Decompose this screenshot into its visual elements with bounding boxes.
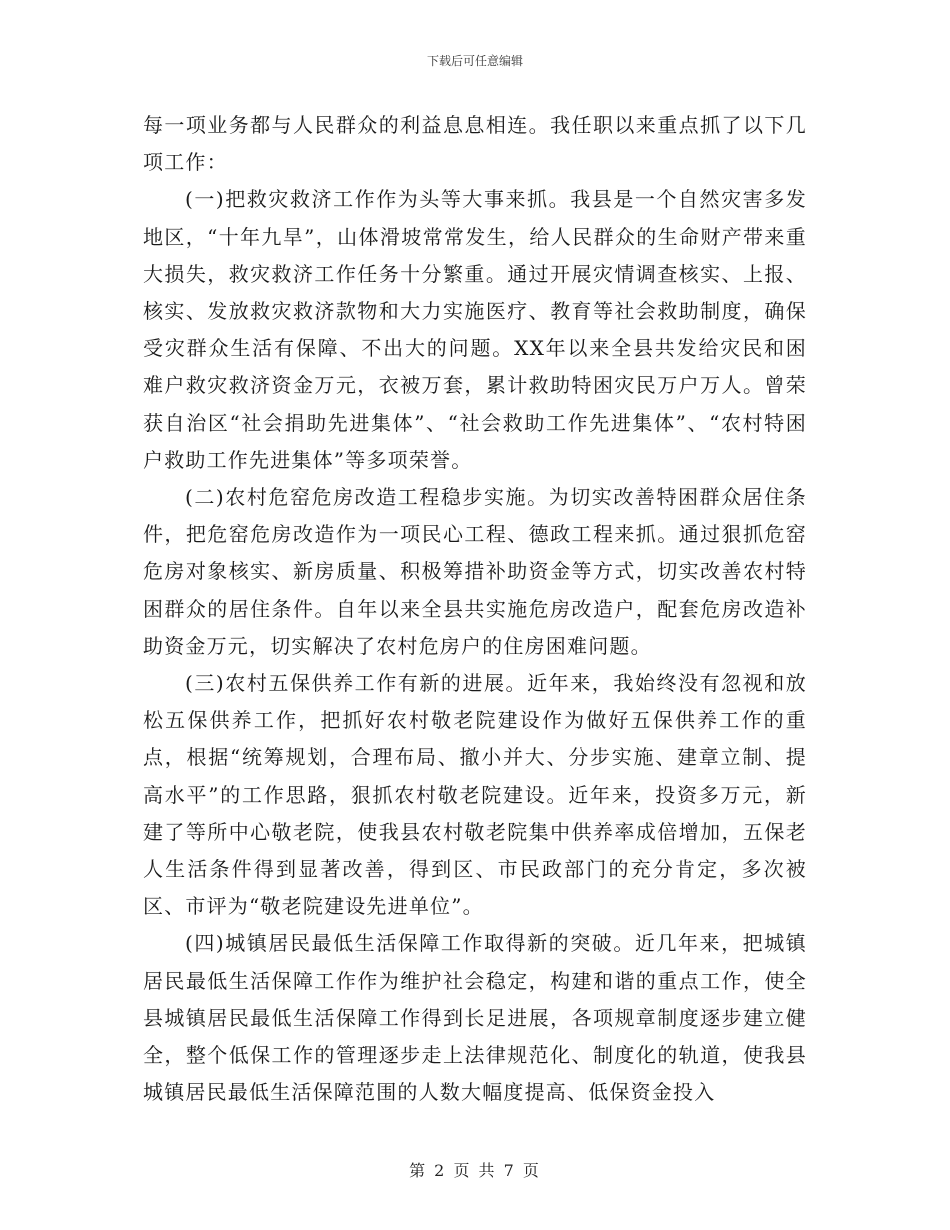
paragraph-disaster-relief: (一)把救灾救济工作作为头等大事来抓。我县是一个自然灾害多发地区，“十年九旱”，山体滑坡常常发生，给人民群众的生命财产带来重大损失，救灾救济工作任务十分繁重。通过开展灾情调查核实、上报、核实、发放救灾救济款物和大力实施医疗、教育等社会救助制度，确保受灾群众生活有保障、不出大的问题。XX年以来全县共发给灾民和困难户救灾救济资金万元，衣被万套，累计救助特困灾民万户万人。曾荣获自治区“社会捐助先进集体”、“社会救助工作先进集体”、“农村特困户救助工作先进集体”等多项荣誉。 bbox=[143, 187, 807, 472]
paragraph-five-guarantees: (三)农村五保供养工作有新的进展。近年来，我始终没有忽视和放松五保供养工作，把抓好农村敬老院建设作为做好五保供养工作的重点，根据“统筹规划，合理布局、撤小并大、分步实施、建章立制、提高水平”的工作思路，狠抓农村敬老院建设。近年来，投资多万元，新建了等所中心敬老院，使我县农村敬老院集中供养率成倍增加，五保老人生活条件得到显著改善，得到区、市民政部门的充分肯定，多次被区、市评为“敬老院建设先进单位”。 bbox=[143, 671, 807, 919]
paragraph-continuation: 每一项业务都与人民群众的利益息息相连。我任职以来重点抓了以下几项工作： bbox=[143, 113, 807, 175]
page-header-note: 下载后可任意编辑 bbox=[426, 54, 523, 68]
paragraph-housing-renovation: (二)农村危窑危房改造工程稳步实施。为切实改善特困群众居住条件，把危窑危房改造作为一项民心工程、德政工程来抓。通过狠抓危窑危房对象核实、新房质量、积极筹措补助资金等方式，切实改善农村特困群众的居住条件。自年以来全县共实施危房改造户，配套危房改造补助资金万元，切实解决了农村危房户的住房困难问题。 bbox=[143, 485, 807, 658]
document-body bbox=[143, 107, 807, 1111]
page-number: 第 2 页 共 7 页 bbox=[409, 1161, 541, 1180]
paragraph-minimum-living-security: (四)城镇居民最低生活保障工作取得新的突破。近几年来，把城镇居民最低生活保障工作作为维护社会稳定，构建和谐的重点工作，使全县城镇居民最低生活保障工作得到长足进展，各项规章制度逐步建立健全，整个低保工作的管理逐步走上法律规范化、制度化的轨道，使我县城镇居民最低生活保障范围的人数大幅度提高、低保资金投入 bbox=[143, 931, 807, 1105]
